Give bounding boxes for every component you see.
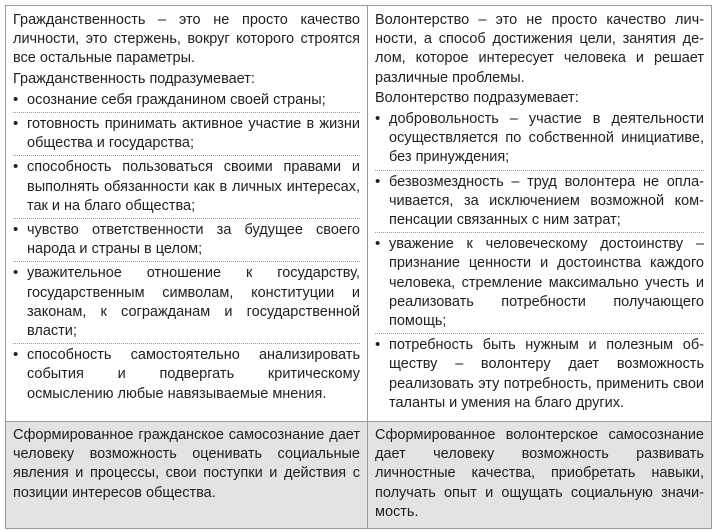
volunteering-summary: Сформированное волонтерское самосознание дает человеку возможность развивать личностные качества, приобретать навыки, получать опыт и ощущать социальную значимость. [375, 427, 704, 520]
list-item: • способность пользоваться своими правами и выполнять обязанности как в личных интересах, так и на благо общества; [13, 155, 360, 218]
content-row [6, 6, 712, 422]
list-item: • уважение к человеческому достоинству – признание ценности и достоинства каждого человека, стремление максимально учесть и реализовать потребности получающего помощь; [375, 232, 704, 333]
comparison-table [5, 5, 712, 529]
list-item: • уважительное отношение к государству, государственным символам, конституции и законам, к согражданам и государственной власти; [13, 261, 360, 343]
list-item: • готовность принимать активное участие в жизни общества и государства; [13, 112, 360, 155]
volunteering-list [375, 108, 704, 415]
citizenship-subheading: Гражданственность подразумевает: [13, 70, 255, 87]
citizenship-cell [6, 6, 368, 422]
list-item: • добровольность – участие в деятельности осуществляется по собственной инициативе, без принуждения; [375, 108, 704, 170]
volunteering-subheading: Волонтерство подразумевает: [375, 89, 579, 106]
list-item: • потребность быть нужным и полезным обществу – волонтеру дает возможность реализовать эту потребность, применить свои таланты и умения на благо других. [375, 333, 704, 415]
list-item: • безвозмездность – труд волонтера не оплачивается, за исключением возможной компенсации связанных с ним затрат; [375, 170, 704, 233]
summary-row [6, 422, 712, 529]
list-item: • способность самостоятельно анализировать события и подвергать критическому осмыслению любые навязываемые мнения. [13, 343, 360, 406]
volunteering-intro: Волонтерство – это не просто качество личности, а способ достижения цели, занятия делом, которое интересует человека и решает различные проблемы. [375, 12, 704, 86]
volunteering-cell [368, 6, 712, 422]
list-item: • осознание себя гражданином своей страны; [13, 89, 360, 112]
citizenship-list [13, 89, 360, 406]
volunteering-summary-cell [368, 422, 712, 529]
citizenship-intro: Гражданственность – это не просто качество личности, это стержень, вокруг которого строятся все остальные параметры. [13, 12, 360, 67]
list-item: • чувство ответственности за будущее своего народа и страны в целом; [13, 218, 360, 261]
citizenship-summary-cell [6, 422, 368, 529]
citizenship-summary: Сформированное гражданское самосознание дает человеку возможность оценивать социальные явления и процессы, свои поступки и действия с позиции интересов общества. [13, 427, 360, 501]
